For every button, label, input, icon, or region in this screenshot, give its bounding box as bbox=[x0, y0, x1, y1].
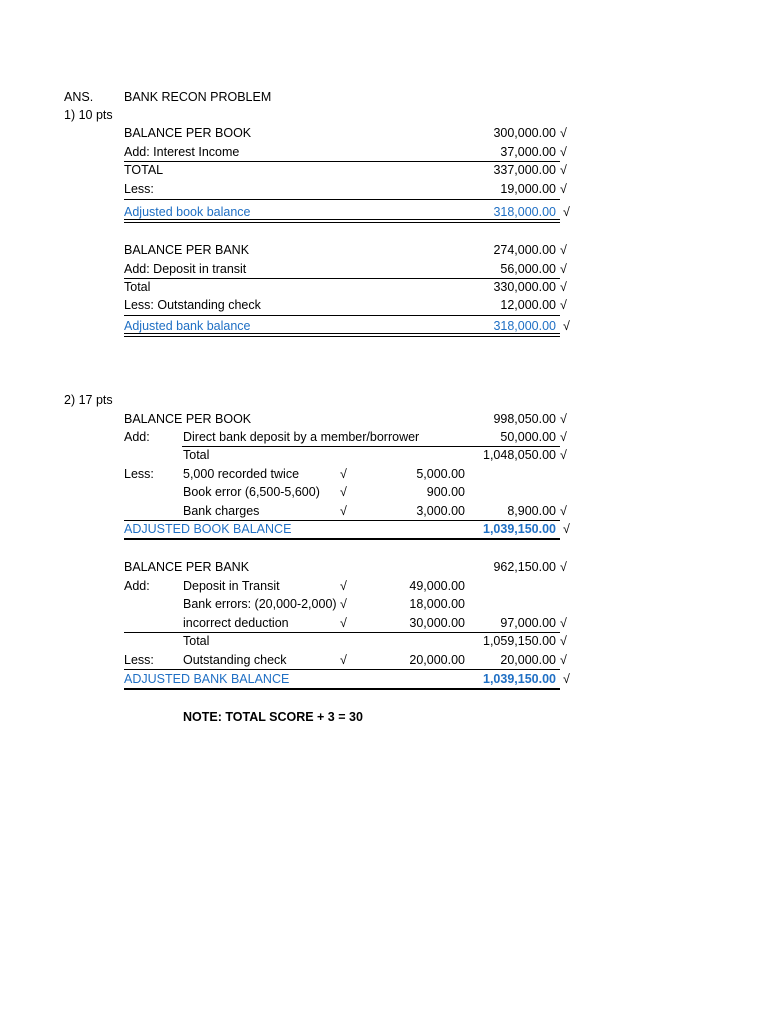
p1-book-row-amount: 300,000.00 bbox=[493, 126, 556, 140]
p2-book-less-item-detail: 900.00 bbox=[426, 485, 465, 499]
p2-book-less-label: Less: bbox=[124, 467, 154, 481]
thick-rule bbox=[124, 688, 560, 690]
p2-adjusted-bank-label: ADJUSTED BANK BALANCE bbox=[124, 672, 290, 686]
check-mark: √ bbox=[560, 126, 567, 140]
check-mark: √ bbox=[560, 182, 567, 196]
p2-book-balance-label: BALANCE PER BOOK bbox=[124, 412, 252, 426]
check-mark: √ bbox=[563, 205, 570, 219]
check-mark: √ bbox=[340, 616, 347, 630]
p2-bank-add-item-detail: 18,000.00 bbox=[409, 597, 465, 611]
p2-book-less-item-detail: 5,000.00 bbox=[416, 467, 465, 481]
p2-bank-less-amount: 20,000.00 bbox=[500, 653, 556, 667]
check-mark: √ bbox=[560, 616, 567, 630]
double-rule bbox=[124, 219, 560, 223]
p2-book-less-item-detail: 3,000.00 bbox=[416, 504, 465, 518]
p1-bank-row-label: Total bbox=[124, 280, 151, 294]
rule bbox=[124, 520, 560, 521]
rule bbox=[124, 161, 560, 162]
p1-book-row-amount: 19,000.00 bbox=[500, 182, 556, 196]
p2-book-less-item-desc: 5,000 recorded twice bbox=[183, 467, 300, 481]
check-mark: √ bbox=[560, 560, 567, 574]
p1-bank-row-amount: 12,000.00 bbox=[500, 298, 556, 312]
check-mark: √ bbox=[340, 653, 347, 667]
rule bbox=[124, 669, 560, 670]
p2-bank-less-desc: Outstanding check bbox=[183, 653, 287, 667]
check-mark: √ bbox=[340, 579, 347, 593]
problem-1-label: 1) 10 pts bbox=[64, 108, 113, 122]
check-mark: √ bbox=[560, 163, 567, 177]
p2-book-add-desc: Direct bank deposit by a member/borrower bbox=[183, 430, 420, 444]
p2-bank-add-item-desc: Deposit in Transit bbox=[183, 579, 280, 593]
check-mark: √ bbox=[563, 319, 570, 333]
p2-bank-add-item-desc: Bank errors: (20,000-2,000) bbox=[183, 597, 337, 611]
p2-bank-total-amount: 1,059,150.00 bbox=[483, 634, 556, 648]
rule bbox=[124, 278, 560, 279]
document-title: BANK RECON PROBLEM bbox=[124, 90, 272, 104]
p2-bank-less-detail: 20,000.00 bbox=[409, 653, 465, 667]
double-rule bbox=[124, 333, 560, 337]
score-note: NOTE: TOTAL SCORE + 3 = 30 bbox=[183, 710, 363, 724]
p2-bank-balance-amount: 962,150.00 bbox=[493, 560, 556, 574]
check-mark: √ bbox=[340, 467, 347, 481]
p1-adjusted-book-label: Adjusted book balance bbox=[124, 205, 251, 219]
check-mark: √ bbox=[340, 485, 347, 499]
p2-book-add-label: Add: bbox=[124, 430, 150, 444]
check-mark: √ bbox=[560, 504, 567, 518]
check-mark: √ bbox=[560, 653, 567, 667]
p2-bank-total-label: Total bbox=[183, 634, 210, 648]
p2-book-less-item-desc: Book error (6,500-5,600) bbox=[183, 485, 320, 499]
p2-adjusted-bank-amount: 1,039,150.00 bbox=[483, 672, 556, 686]
p2-bank-add-item-desc: incorrect deduction bbox=[183, 616, 289, 630]
p1-book-row-label: BALANCE PER BOOK bbox=[124, 126, 252, 140]
p1-adjusted-bank-amount: 318,000.00 bbox=[493, 319, 556, 333]
p1-bank-row-amount: 274,000.00 bbox=[493, 243, 556, 257]
p1-book-row-amount: 337,000.00 bbox=[493, 163, 556, 177]
check-mark: √ bbox=[560, 412, 567, 426]
p1-adjusted-bank-label: Adjusted bank balance bbox=[124, 319, 251, 333]
p1-adjusted-book-amount: 318,000.00 bbox=[493, 205, 556, 219]
p1-book-row-label: TOTAL bbox=[124, 163, 164, 177]
check-mark: √ bbox=[560, 145, 567, 159]
p2-book-less-item-desc: Bank charges bbox=[183, 504, 260, 518]
p2-bank-add-label: Add: bbox=[124, 579, 150, 593]
check-mark: √ bbox=[560, 243, 567, 257]
thick-rule bbox=[124, 538, 560, 540]
rule bbox=[124, 632, 560, 633]
p2-book-less-total: 8,900.00 bbox=[507, 504, 556, 518]
p2-book-total-label: Total bbox=[183, 448, 210, 462]
check-mark: √ bbox=[560, 280, 567, 294]
rule bbox=[124, 315, 560, 316]
p2-bank-balance-label: BALANCE PER BANK bbox=[124, 560, 250, 574]
check-mark: √ bbox=[340, 504, 347, 518]
p2-adjusted-book-label: ADJUSTED BOOK BALANCE bbox=[124, 522, 292, 536]
rule bbox=[182, 446, 560, 447]
problem-2-label: 2) 17 pts bbox=[64, 393, 113, 407]
p1-bank-row-amount: 56,000.00 bbox=[500, 262, 556, 276]
p1-bank-row-label: Add: Deposit in transit bbox=[124, 262, 247, 276]
p1-bank-row-label: Less: Outstanding check bbox=[124, 298, 261, 312]
p2-bank-less-label: Less: bbox=[124, 653, 154, 667]
p2-bank-add-item-detail: 30,000.00 bbox=[409, 616, 465, 630]
p1-book-row-label: Add: Interest Income bbox=[124, 145, 240, 159]
ans-label: ANS. bbox=[64, 90, 94, 104]
p2-book-balance-amount: 998,050.00 bbox=[493, 412, 556, 426]
p1-bank-row-label: BALANCE PER BANK bbox=[124, 243, 250, 257]
check-mark: √ bbox=[560, 634, 567, 648]
p2-book-add-amount: 50,000.00 bbox=[500, 430, 556, 444]
check-mark: √ bbox=[560, 298, 567, 312]
check-mark: √ bbox=[340, 597, 347, 611]
rule bbox=[124, 199, 560, 200]
check-mark: √ bbox=[560, 448, 567, 462]
p1-book-row-amount: 37,000.00 bbox=[500, 145, 556, 159]
p1-bank-row-amount: 330,000.00 bbox=[493, 280, 556, 294]
p2-bank-add-total: 97,000.00 bbox=[500, 616, 556, 630]
check-mark: √ bbox=[563, 522, 570, 536]
p2-book-total-amount: 1,048,050.00 bbox=[483, 448, 556, 462]
check-mark: √ bbox=[563, 672, 570, 686]
p2-bank-add-item-detail: 49,000.00 bbox=[409, 579, 465, 593]
p1-book-row-label: Less: bbox=[124, 182, 154, 196]
check-mark: √ bbox=[560, 430, 567, 444]
check-mark: √ bbox=[560, 262, 567, 276]
p2-adjusted-book-amount: 1,039,150.00 bbox=[483, 522, 556, 536]
